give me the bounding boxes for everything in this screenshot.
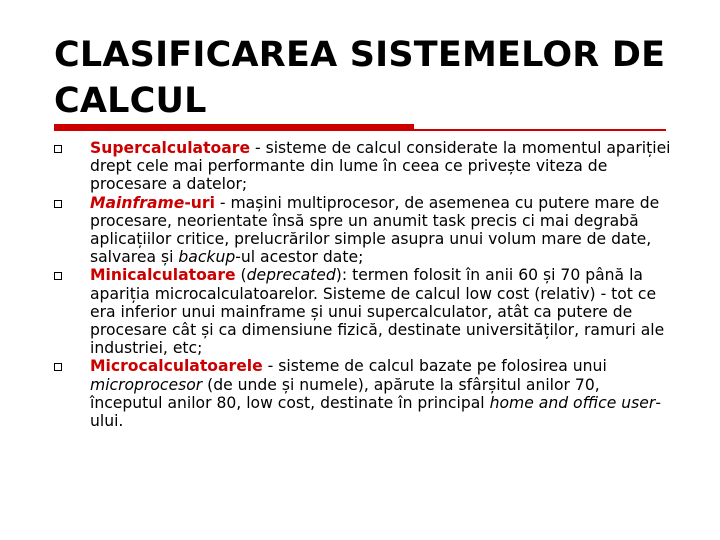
term-microcalculatoarele: Microcalculatoarele xyxy=(90,357,263,376)
list-item-supercalculatoare xyxy=(54,139,674,194)
italic-term: deprecated xyxy=(246,266,336,285)
description-text: - sisteme de calcul bazate pe folosirea unui xyxy=(262,357,607,376)
description-text: (de unde și numele), apărute la sfârșitul anilor 70, începutul anilor 80, low cost, destinate în principal xyxy=(90,375,600,412)
description-text: -ului. xyxy=(90,393,661,431)
list-item-minicalculatoare xyxy=(54,266,674,357)
description-text: - sisteme de calcul considerate la momentul apariției drept cele mai performante din lume în ceea ce privește viteza de procesare a datelor; xyxy=(90,139,671,194)
hollow-square-bullet-icon xyxy=(54,145,62,153)
title-underline-thin xyxy=(414,129,666,131)
slide-title: CLASIFICAREA SISTEMELOR DE CALCUL xyxy=(54,35,666,121)
bullet-list xyxy=(54,139,674,430)
description-text: - mașini multiprocesor, de asemenea cu putere mare de procesare, neorientate însă spre un anumit task precis ci mai degrabă aplicațiilor critice, prelucrărilor simple asupra unui volum mare de date, salvarea și xyxy=(90,193,660,267)
term-mainframe: Mainframe xyxy=(90,193,185,212)
hollow-square-bullet-icon xyxy=(54,272,62,280)
description-text: ( xyxy=(235,266,247,285)
title-underline xyxy=(54,124,414,131)
term-minicalculatoare: Minicalculatoare xyxy=(90,266,236,285)
description-text: ): termen folosit în anii 60 și 70 până la apariția microcalculatoarelor. Sisteme de calcul low cost (relativ) - tot ce era inferior unui mainframe și unui supercalculator, atât ca putere de procesare cât și ca dimensiune fizică, destinate universităților, ramuri ale industriei, etc; xyxy=(90,266,665,358)
hollow-square-bullet-icon xyxy=(54,363,62,371)
italic-term: microprocesor xyxy=(90,375,203,394)
list-item-microcalculatoarele xyxy=(54,357,674,430)
term-supercalculatoare: Supercalculatoare xyxy=(90,139,251,157)
hollow-square-bullet-icon xyxy=(54,200,62,208)
list-item-mainframe xyxy=(54,194,674,267)
description-text: -ul acestor date; xyxy=(235,248,364,267)
term-mainframe-suffix: -uri xyxy=(184,193,215,212)
italic-term: backup xyxy=(178,248,236,267)
italic-term: home and office user xyxy=(489,393,656,412)
